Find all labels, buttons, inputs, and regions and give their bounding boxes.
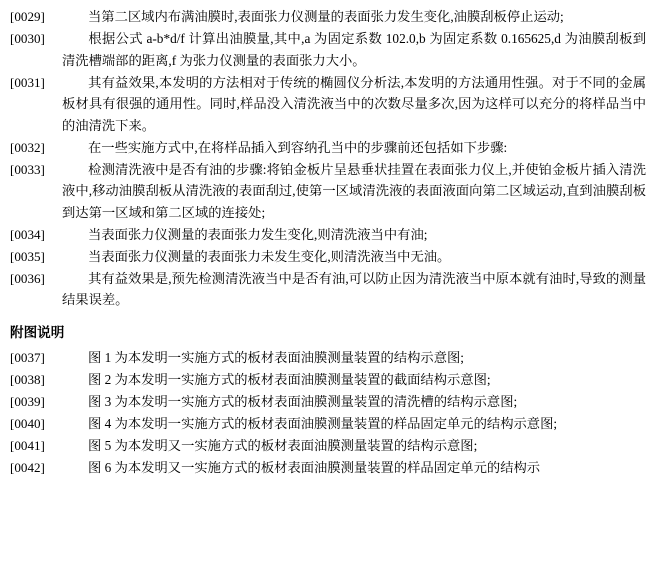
paragraph-text: 当第二区域内布满油膜时,表面张力仪测量的表面张力发生变化,油膜刮板停止运动; xyxy=(88,9,564,24)
paragraph-text: 当表面张力仪测量的表面张力发生变化,则清洗液当中有油; xyxy=(88,226,428,242)
paragraph xyxy=(10,72,646,137)
paragraph-number: [0042] xyxy=(10,459,45,475)
paragraph xyxy=(10,159,646,224)
paragraph-text: 当表面张力仪测量的表面张力未发生变化,则清洗液当中无油。 xyxy=(88,248,451,264)
paragraph-text: 图 6 为本发明又一实施方式的板材表面油膜测量装置的样品固定单元的结构示 xyxy=(88,459,541,475)
paragraph-number: [0041] xyxy=(10,437,45,453)
paragraph-text: 其有益效果是,预先检测清洗液当中是否有油,可以防止因为清洗液当中原本就有油时,导致的测量结果误差。 xyxy=(62,270,646,307)
figure-paragraph xyxy=(10,413,646,435)
paragraph-text: 根据公式 a-b*d/f 计算出油膜量,其中,a 为固定系数 102.0,b 为固定系数 0.165625,d 为油膜刮板到清洗槽端部的距离,f 为张力仪测量的表面张力大小。 xyxy=(62,31,646,68)
figure-paragraph xyxy=(10,435,646,457)
paragraph-number: [0030] xyxy=(10,31,45,46)
paragraph-text: 检测清洗液中是否有油的步骤:将铂金板片呈悬垂状挂置在表面张力仪上,并使铂金板片插入清洗液中,移动油膜刮板从清洗液的表面刮过,使第一区域清洗液的表面液面向第二区域运动,直到油膜刮板到达第一区域和第二区域的连接处; xyxy=(62,161,646,220)
paragraph-text: 图 1 为本发明一实施方式的板材表面油膜测量装置的结构示意图; xyxy=(88,349,465,365)
figure-paragraph xyxy=(10,347,646,369)
paragraph-text: 其有益效果,本发明的方法相对于传统的椭圆仪分析法,本发明的方法通用性强。对于不同的金属板材具有很强的通用性。同时,样品没入清洗液当中的次数尽量多次,因为这样可以充分的将样品当中的油清洗下来。 xyxy=(62,74,646,133)
paragraph-text: 图 2 为本发明一实施方式的板材表面油膜测量装置的截面结构示意图; xyxy=(88,371,491,387)
paragraph-number: [0039] xyxy=(10,393,45,409)
paragraph-number: [0035] xyxy=(10,248,45,264)
paragraph xyxy=(10,137,646,159)
paragraph-number: [0036] xyxy=(10,270,45,286)
paragraph-text: 图 4 为本发明一实施方式的板材表面油膜测量装置的样品固定单元的结构示意图; xyxy=(88,415,558,431)
paragraph-number: [0037] xyxy=(10,349,45,365)
paragraph xyxy=(10,6,646,28)
paragraph-number: [0040] xyxy=(10,415,45,431)
figure-paragraph xyxy=(10,391,646,413)
paragraph xyxy=(10,28,646,71)
paragraph-text: 在一些实施方式中,在将样品插入到容纳孔当中的步骤前还包括如下步骤: xyxy=(88,139,508,155)
figure-paragraph xyxy=(10,369,646,391)
paragraph-number: [0029] xyxy=(10,9,45,24)
figure-paragraph xyxy=(10,457,646,479)
paragraph-number: [0032] xyxy=(10,139,45,155)
paragraph-text: 图 5 为本发明又一实施方式的板材表面油膜测量装置的结构示意图; xyxy=(88,437,478,453)
paragraph-text: 图 3 为本发明一实施方式的板材表面油膜测量装置的清洗槽的结构示意图; xyxy=(88,393,518,409)
section-heading: 附图说明 xyxy=(10,324,65,340)
paragraph xyxy=(10,246,646,268)
paragraph-number: [0031] xyxy=(10,74,45,90)
paragraph xyxy=(10,268,646,311)
paragraph-number: [0033] xyxy=(10,161,45,177)
paragraph xyxy=(10,224,646,246)
paragraph-number: [0034] xyxy=(10,226,45,242)
paragraph-number: [0038] xyxy=(10,371,45,387)
